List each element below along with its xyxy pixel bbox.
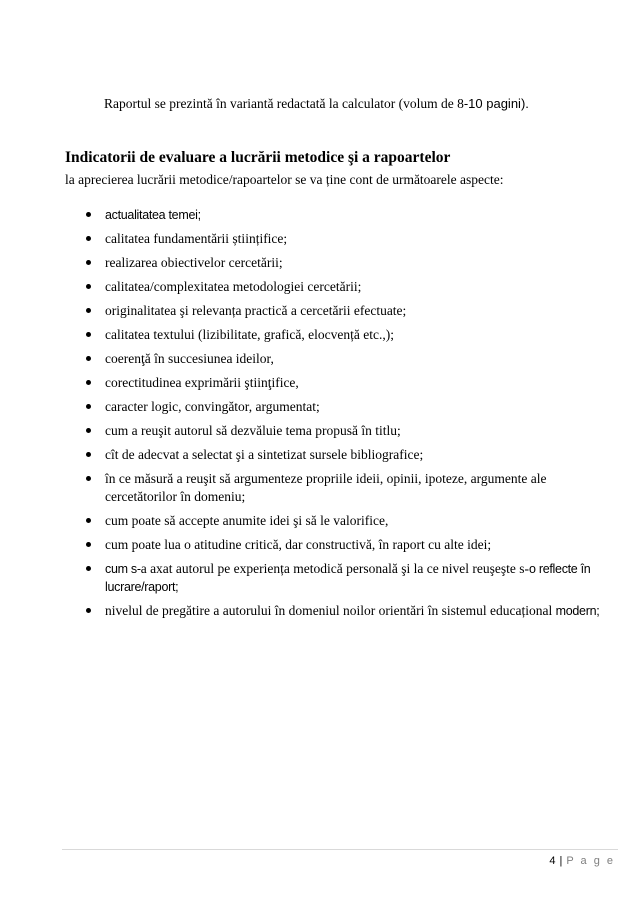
bullet-icon xyxy=(86,308,91,313)
list-item xyxy=(86,302,606,320)
list-item xyxy=(86,422,606,440)
bullet-icon xyxy=(86,566,91,571)
intro-paragraph xyxy=(104,96,529,112)
list-item-text: a axat autorul pe experiența metodică personală şi la ce nivel reuşeşte s- xyxy=(140,561,530,576)
section-intro: la aprecierea lucrării metodice/rapoartelor se va ține cont de următoarele aspecte: xyxy=(65,172,504,187)
list-item-text: realizarea obiectivelor cercetării; xyxy=(105,255,283,270)
bullet-icon xyxy=(86,284,91,289)
list-item-text: calitatea/complexitatea metodologiei cercetării; xyxy=(105,279,362,294)
footer-separator: | xyxy=(559,855,563,867)
list-item xyxy=(86,398,606,416)
footer-divider xyxy=(62,849,618,850)
bullet-icon xyxy=(86,236,91,241)
list-item xyxy=(86,446,606,464)
list-item-text-start: cum s- xyxy=(105,562,141,576)
bullet-icon xyxy=(86,356,91,361)
list-item-text-end: o reflecte în lucrare/raport; xyxy=(105,562,591,594)
bullet-icon xyxy=(86,260,91,265)
bullet-icon xyxy=(86,380,91,385)
list-item-text: cum poate să accepte anumite idei şi să le valorifice, xyxy=(105,513,389,528)
list-item xyxy=(86,536,606,554)
list-item xyxy=(86,512,606,530)
list-item-text: în ce măsură a reuşit să argumenteze propriile ideii, opinii, ipoteze, argumente ale cercetătorilor în domeniu; xyxy=(105,471,547,504)
list-item-text: actualitatea temei; xyxy=(105,208,201,222)
bullet-icon xyxy=(86,518,91,523)
list-item xyxy=(86,326,606,344)
list-item xyxy=(86,602,606,620)
list-item-text-end: modern; xyxy=(555,604,600,618)
bullet-icon xyxy=(86,428,91,433)
list-item-text: coerenţă în succesiunea ideilor, xyxy=(105,351,274,366)
bullet-icon xyxy=(86,542,91,547)
list-item-text: corectitudinea exprimării ştiinţifice, xyxy=(105,375,299,390)
list-item xyxy=(86,374,606,392)
bullet-icon xyxy=(86,476,91,481)
bullet-icon xyxy=(86,608,91,613)
list-item xyxy=(86,230,606,248)
bullet-icon xyxy=(86,332,91,337)
list-item-text: cum poate lua o atitudine critică, dar constructivă, în raport cu alte idei; xyxy=(105,537,492,552)
list-item-text: originalitatea şi relevanța practică a cercetării efectuate; xyxy=(105,303,407,318)
page-number: 4 xyxy=(549,855,556,867)
list-item xyxy=(86,470,606,506)
page-footer xyxy=(549,855,615,867)
bullet-icon xyxy=(86,404,91,409)
list-item xyxy=(86,254,606,272)
list-item-text: caracter logic, convingător, argumentat; xyxy=(105,399,320,414)
list-item-text: cît de adecvat a selectat şi a sintetizat sursele bibliografice; xyxy=(105,447,424,462)
list-item xyxy=(86,278,606,296)
bullet-icon xyxy=(86,212,91,217)
list-item xyxy=(86,350,606,368)
list-item-text: nivelul de pregătire a autorului în domeniul noilor orientări în sistemul educațional xyxy=(105,603,556,618)
list-item-text: calitatea fundamentării științifice; xyxy=(105,231,288,246)
page-label: P a g e xyxy=(566,855,615,867)
intro-tail: -10 pagini). xyxy=(463,96,529,111)
list-item-text: calitatea textului (lizibilitate, grafică, elocvență etc.,); xyxy=(105,327,394,342)
list-item xyxy=(86,560,606,596)
list-item xyxy=(86,206,606,224)
list-item-text: cum a reuşit autorul să dezvăluie tema propusă în titlu; xyxy=(105,423,401,438)
section-heading: Indicatorii de evaluare a lucrării metodice şi a rapoartelor xyxy=(65,149,451,166)
bullet-icon xyxy=(86,452,91,457)
criteria-list xyxy=(86,206,606,626)
intro-text: Raportul se prezintă în variantă redactată la calculator (volum de 8 xyxy=(104,96,464,111)
